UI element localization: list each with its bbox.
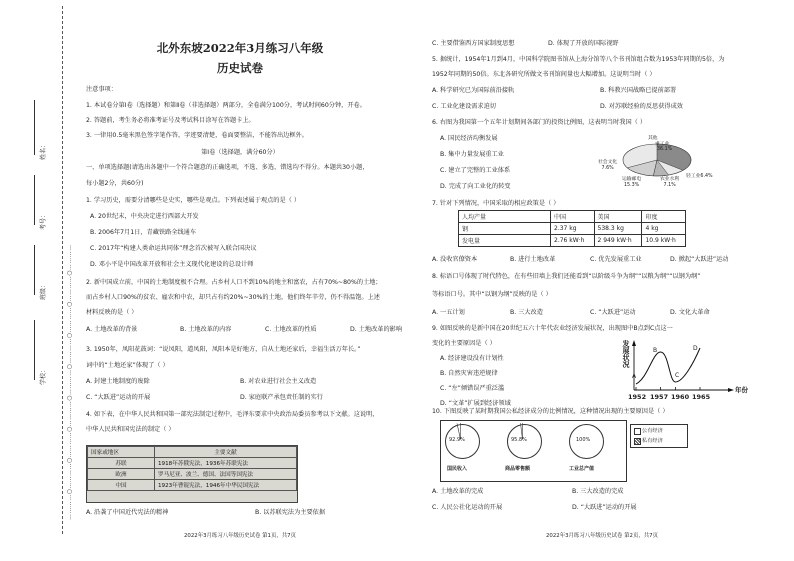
q2-stem: 而占乡村人口90%的贫农、雇农和中农，却只占有约20%~30%的土地，他们终年辛劳，仍不得温饱。上述 [86, 294, 380, 301]
q6-pie-label-heavy-pct: 36.1% [657, 147, 673, 152]
q9-option-c[interactable]: C. “左”倾错误严重泛滥 [440, 385, 505, 392]
footer-left: 2022年3月练习八年级历史试卷 第1页，共7页 [184, 533, 296, 539]
footer-right: 2022年3月练习八年级历史试卷 第2页，共7页 [546, 533, 658, 539]
q7-table-header: 美国 [594, 211, 642, 223]
class-underline [34, 245, 35, 295]
q6-option-b[interactable]: B. 集中力量发展重工业 [440, 151, 504, 158]
q4-table-header: 国家或地区 [88, 447, 155, 458]
q6-option-c[interactable]: C. 建立了完整的工业体系 [440, 167, 511, 174]
q10-pie-pct: 95.8% [511, 437, 527, 443]
q10-pie-pct: 100% [576, 437, 591, 443]
q4-table-cell: 1918年苏俄宪法，1936年苏联宪法 [155, 458, 297, 469]
q1-option-a[interactable]: A. 20世纪末，中央决定进行西部大开发 [90, 213, 199, 220]
q3-option-d[interactable]: D. 家庭联产承包责任制的实行 [240, 394, 323, 401]
number-label: 考号： [40, 211, 47, 230]
q3-stem: 3. 1950年，凤阳花鼓词：“说凤阳，道凤阳，凤阳本是好地方，自从土地还家后，幸福生活万年长。” [86, 346, 361, 353]
q9-option-a[interactable]: A. 经济建设没有计划性 [440, 355, 504, 362]
school-underline [34, 320, 35, 380]
q7-table-cell: 2.37 kg [551, 223, 595, 235]
q10-option-c[interactable]: C. 人民公社化运动的开展 [432, 504, 503, 511]
q6-pie-label-light: 轻工业6.4% [686, 174, 713, 179]
notice-item: 3. 一律用0.5毫米黑色签字笔作答，字迹要清楚，卷面要整洁，不能答出边框外。 [86, 132, 308, 139]
q7-table-cell: 2.76 kW·h [551, 235, 595, 247]
binding-dashed-text: …………○…………○…………○…………○…………○…………○…………○…………○………… [66, 244, 73, 520]
q1-stem: 1. 学习历史，需要分清哪些是史实，哪些是观点。下列表述属于观点的是（ ） [86, 197, 301, 204]
q9-option-b[interactable]: B. 自然灾害违逆规律 [440, 370, 498, 377]
q7-table-header: 印度 [642, 211, 686, 223]
q5-stem: 1952年同期的50倍。东北各研究所做文书刊馆间量也大幅增加。这说明当时（ ） [432, 71, 656, 78]
q3-option-a[interactable]: A. 封建土地制度的废除 [86, 378, 150, 385]
q9-ylabel: 发展状况 [622, 340, 630, 368]
q9-point-label: A [632, 373, 637, 380]
q7-table-header: 人均产量 [459, 211, 551, 223]
q6-option-a[interactable]: A. 国民经济均衡发展 [440, 135, 498, 142]
q6-option-d[interactable]: D. 完成了向工业化的转变 [440, 183, 511, 190]
q2-option-a[interactable]: A. 土地改革的背景 [86, 326, 138, 333]
q9-tick-label: 1960 [671, 393, 690, 401]
q5-option-d[interactable]: D. 对苏联经验的反思获得成效 [600, 103, 683, 110]
q10-pie-label: 商品零售额 [505, 466, 531, 472]
q7-stem: 7. 针对下列情况，中国采取的相应政策是（ ） [432, 200, 560, 207]
part1-heading: 第Ⅰ卷（选择题，满分60分） [201, 149, 279, 156]
q10-legend [630, 424, 688, 448]
q2-option-d[interactable]: D. 土地改革的影响 [350, 326, 403, 333]
notice-head: 注意事项： [86, 86, 117, 93]
q8-stem: 8. 标语口号体现了时代特色，在有些旧墙上我们还能看到“以阶级斗争为纲”“以粮为纲”“以钢为纲” [432, 273, 701, 280]
exam-subtitle: 历史试卷 [217, 61, 263, 75]
q9-point-label: C [675, 372, 680, 379]
q9-option-d[interactable]: D. “文革”扩展到经济领域 [440, 400, 511, 407]
q6-pie-label-trans: 运输邮电 15.3% [622, 177, 642, 188]
q7-table-cell: 钢 [459, 223, 551, 235]
number-underline [34, 175, 35, 225]
q7-table-cell: 发电量 [459, 235, 551, 247]
school-label: 学校： [40, 366, 47, 385]
q8-option-c[interactable]: C. “大跃进”运动 [590, 309, 636, 316]
q4-table-cell: 苏联 [88, 458, 155, 469]
q4-stem: 4. 如下表，在中华人民共和国第一部宪法制定过程中，毛泽东要求中央政治局委员参考以下文献。这说明， [86, 411, 379, 418]
q8-option-d[interactable]: D. 文化大革命 [670, 309, 710, 316]
q9-stem: 变化的主要原因是（ ） [432, 340, 496, 347]
q7-table-header: 中国 [551, 211, 595, 223]
q4-table-header: 主要文献 [155, 447, 297, 458]
q4-option-a[interactable]: A. 沿袭了中国近代宪法的精神 [86, 509, 169, 516]
name-underline [34, 100, 35, 155]
part1-instr: 每小题2分，共60分) [86, 180, 144, 187]
q7-table-cell: 10.9 kW·h [642, 235, 686, 247]
q4-table-cell: 1923年曹锟宪法，1946年中华民国宪法 [155, 480, 297, 491]
q6-pie-label-other: 其他 [648, 136, 658, 141]
q2-option-c[interactable]: C. 土地改革的性质 [265, 326, 317, 333]
q7-table-cell: 2 949 kW·h [594, 235, 642, 247]
q10-legend-swatch [634, 438, 641, 445]
q5-option-a[interactable]: A. 科学研究已为国际前沿接轨 [432, 87, 515, 94]
q10-legend-swatch [634, 428, 641, 435]
q1-option-d[interactable]: D. 邓小平是中国改革开放和社会主义现代化建设的总设计师 [90, 261, 254, 268]
q10-legend-item: 公有经济 [642, 428, 663, 434]
q7-option-d[interactable]: D. 掀起“大跃进”运动 [670, 256, 729, 263]
q5-option-b[interactable]: B. 科教兴国战略已提前部署 [600, 87, 677, 94]
q6-pie-label-agri: 农业水利 7.1% [660, 177, 680, 188]
name-label: 姓名： [40, 141, 47, 160]
notice-item: 2. 答题前，考生务必将准考证号及考试科目涂写在答题卡上。 [86, 117, 255, 124]
q4-option-b[interactable]: B. 以苏联宪法为主要依据 [255, 509, 326, 516]
q9-tick-label: 1952 [628, 393, 647, 401]
q7-option-c[interactable]: C. 优先发展重工业 [590, 256, 642, 263]
q7-table [458, 210, 686, 247]
q10-pie-label: 工业总产值 [569, 466, 595, 472]
q9-point-label: D [693, 345, 698, 352]
q6-stem: 6. 右图为我国第一个五年计划期间各部门的投资比例图，这表明当时我国（ ） [432, 119, 647, 126]
q10-option-b[interactable]: B. 三大改造的完成 [572, 488, 624, 495]
q7-option-b[interactable]: B. 进行土地改革 [510, 256, 556, 263]
q9-tick-label: 1965 [692, 393, 711, 401]
q2-stem: 材料反映的是（ ） [86, 309, 138, 316]
q9-xlabel: 年份 [735, 386, 748, 394]
q9-point-label: B [653, 347, 658, 354]
q3-option-c[interactable]: C. “大跃进”运动的开展 [86, 394, 151, 401]
q2-option-b[interactable]: B. 土地改革的内容 [180, 326, 232, 333]
q1-option-b[interactable]: B. 2006年7月1日，青藏铁路全线通车 [90, 229, 197, 236]
q8-stem: 等标语口号。其中“以钢为纲”反映的是（ ） [432, 291, 552, 298]
q8-option-b[interactable]: B. 三大改造 [510, 309, 543, 316]
q4-option-c[interactable]: C. 主要借鉴西方国家制度思想 [432, 40, 515, 47]
q4-table-cell: 罗马尼亚、波兰、德国、法国等国宪法 [155, 469, 297, 480]
q5-option-c[interactable]: C. 工业化建设需求迫切 [432, 103, 496, 110]
q9-stem: 9. 如图反映的是新中国在20世纪五六十年代农业经济发展状况，出现图中B点到C点这一 [432, 325, 673, 332]
binding-line [62, 6, 63, 534]
q8-option-a[interactable]: A. 一五计划 [432, 309, 465, 316]
q6-pie-label-social: 社会文化 7.6% [598, 160, 618, 171]
q7-table-cell: 4 kg [642, 223, 686, 235]
q10-legend-item: 私有经济 [642, 438, 663, 444]
q10-stem: 10. 下图反映了某时期我国公私经济成分的比例情况，这种情况出现的主要原因是（ ） [432, 408, 669, 415]
class-label: 班级： [40, 281, 47, 300]
q1-option-c[interactable]: C. 2017年“构建人类命运共同体”理念首次被写入联合国决议 [90, 245, 257, 252]
q4-option-d[interactable]: D. 体现了开放的国际视野 [548, 40, 619, 47]
exam-title: 北外东坡2022年3月练习八年级 [156, 41, 324, 55]
q3-option-b[interactable]: B. 对农业进行社会主义改造 [240, 378, 317, 385]
q10-option-a[interactable]: A. 土地改革的完成 [432, 488, 484, 495]
q10-pie-label: 国民收入 [447, 466, 468, 472]
notice-item: 1. 本试卷分第Ⅰ卷（选择题）和第Ⅱ卷（非选择题）两部分，全卷满分100分，考试时间60分钟，开卷。 [86, 102, 366, 109]
q10-option-d[interactable]: D. “大跃进”运动的开展 [572, 504, 637, 511]
q7-option-a[interactable]: A. 没收官僚资本 [432, 256, 478, 263]
q3-stem: 词中的“土地还家”体现了（ ） [86, 362, 169, 369]
q10-pie-pct: 92.9% [449, 437, 465, 443]
q4-stem: 中华人民共和国宪法的制定（ ） [86, 426, 175, 433]
q5-stem: 5. 据统计，1954年1月到4月，中国科学院图书馆从上海分馆等八个书刊馆组合数为1953年同期的5倍，为 [432, 56, 725, 63]
q7-table-cell: 538.3 kg [594, 223, 642, 235]
q9-tick-label: 1957 [650, 393, 669, 401]
q4-table-cell: 中国 [88, 480, 155, 491]
part1-instr: 一、单项选择题(请选出各题中一个符合题意的正确选项，不选、多选、错选均不得分。本题共30小题， [86, 164, 369, 171]
q6-pie-label-heavy: 重工业 [655, 142, 670, 147]
q4-table-photo [86, 445, 298, 503]
q2-stem: 2. 新中国成立前，中国的土地制度极不合理。占乡村人口不到10%的地主和富农，占有70%~80%的土地； [86, 279, 382, 286]
q4-table-cell: 欧洲 [88, 469, 155, 480]
q10-pie-lines [440, 420, 625, 460]
